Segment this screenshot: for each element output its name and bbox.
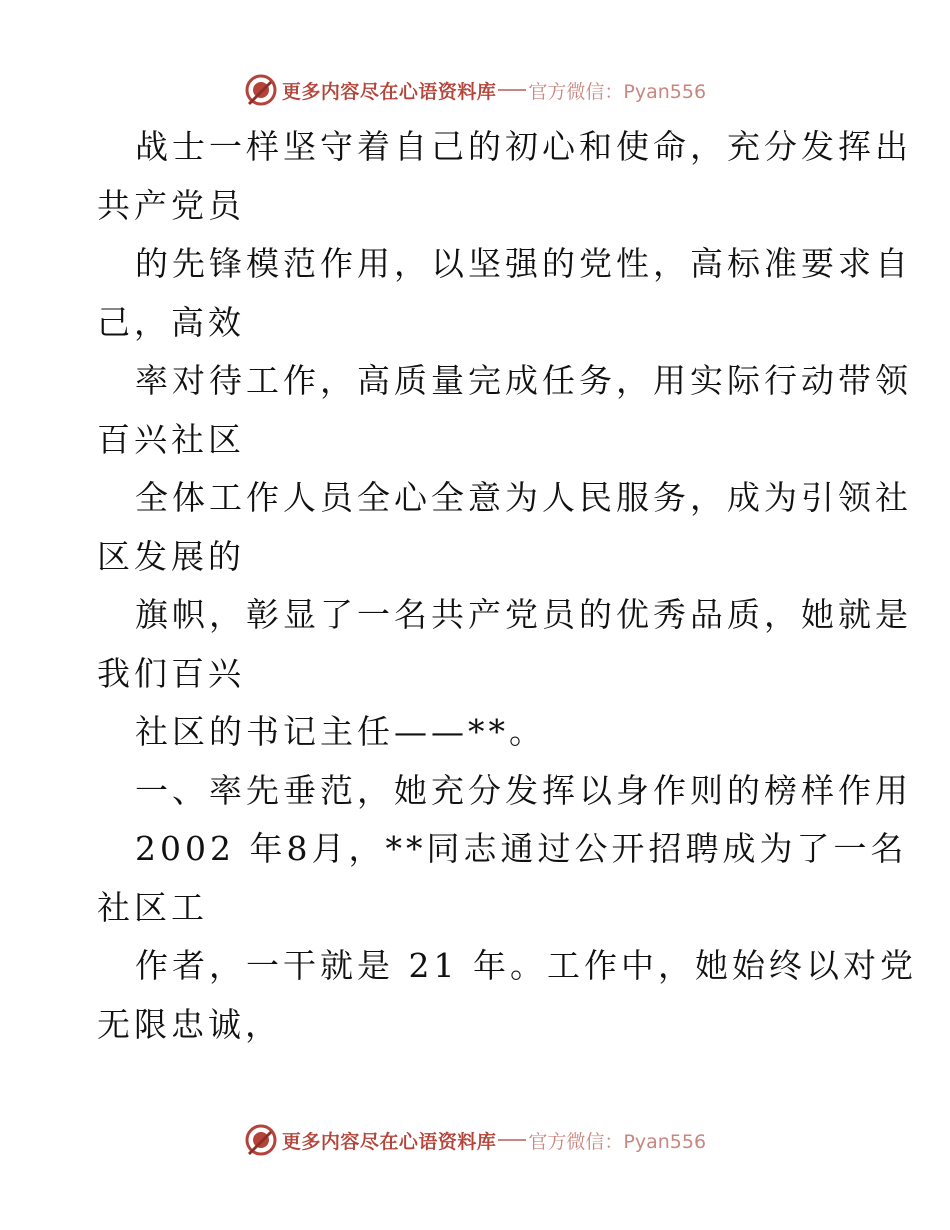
text-line: 社区工	[97, 887, 208, 927]
watermark-dash	[498, 1139, 526, 1141]
text-line: 战士一样坚守着自己的初心和使命，充分发挥出	[135, 127, 912, 166]
document-body	[97, 118, 917, 1054]
text-line: 无限忠诚，	[97, 1004, 282, 1044]
watermark-contact: 官方微信：Pyan556	[528, 80, 707, 103]
text-line: 共产党员	[97, 185, 245, 225]
text-line: 全体工作人员全心全意为人民服务，成为引领社	[135, 478, 912, 517]
pen-logo-icon	[244, 73, 278, 107]
text-line: 2002 年8月，**同志通过公开招聘成为了一名	[135, 829, 908, 868]
text-line: 百兴社区	[97, 419, 245, 459]
section-heading: 一、率先垂范，她充分发挥以身作则的榜样作用	[135, 770, 912, 810]
watermark-dash	[498, 89, 526, 91]
text-line: 社区的书记主任——**。	[135, 712, 546, 751]
watermark-brand: 更多内容尽在心语资料库	[281, 80, 497, 103]
pen-logo-icon	[244, 1123, 278, 1157]
watermark-contact: 官方微信：Pyan556	[528, 1130, 707, 1153]
text-line: 旗帜，彰显了一名共产党员的优秀品质，她就是	[135, 595, 912, 634]
text-line: 的先锋模范作用，以坚强的党性，高标准要求自	[135, 244, 912, 283]
footer-watermark	[0, 1120, 950, 1160]
text-line: 作者，一干就是 21 年。工作中，她始终以对党	[135, 946, 917, 985]
watermark-brand: 更多内容尽在心语资料库	[281, 1130, 497, 1153]
text-line: 我们百兴	[97, 653, 245, 693]
text-line: 区发展的	[97, 536, 245, 576]
text-line: 己，高效	[97, 302, 245, 342]
text-line: 率对待工作，高质量完成任务，用实际行动带领	[135, 361, 912, 400]
header-watermark	[0, 70, 950, 110]
